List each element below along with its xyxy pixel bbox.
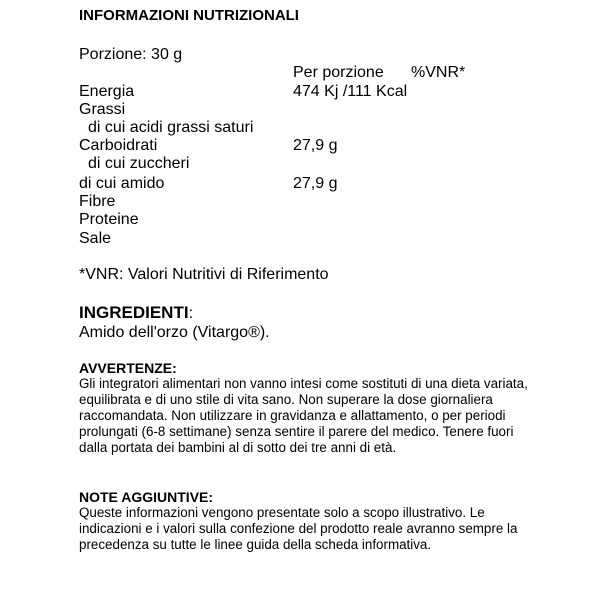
row-label-saturi: di cui acidi grassi saturi: [88, 119, 254, 136]
row-label-proteine: Proteine: [79, 211, 139, 228]
warnings-text: Gli integratori alimentari non vanno intesi come sostituti di una dieta variata, equilibrata e di uno stile di vita sano. Non superare la dose giornaliera raccomandata. Non utilizzare in gravidanza e allattamento, o per periodi prolungati (6-8 settimane) senza sentire il parere del medico. Tenere fuori dalla portata dei bambini al di sotto dei tre anni di età.: [79, 376, 528, 455]
row-label-zuccheri: di cui zuccheri: [88, 155, 190, 172]
portion-size: Porzione: 30 g: [79, 46, 183, 63]
notes-text: Queste informazioni vengono presentate solo a scopo illustrativo. Le indicazioni e i valori sulla confezione del prodotto reale avranno sempre la precedenza su tutte le linee guida della scheda informativa.: [79, 505, 518, 552]
ingredients-heading-line: [79, 304, 193, 323]
row-label-sale: Sale: [79, 230, 112, 247]
header-per-portion: Per porzione: [293, 64, 384, 81]
row-label-grassi: Grassi: [79, 101, 126, 118]
row-value-amido: 27,9 g: [293, 175, 338, 192]
row-label-fibre: Fibre: [79, 193, 116, 210]
row-value-carboidrati: 27,9 g: [293, 137, 338, 154]
vnr-footnote: *VNR: Valori Nutritivi di Riferimento: [79, 266, 329, 283]
header-vnr: %VNR*: [411, 64, 466, 81]
row-label-energia: Energia: [79, 83, 135, 100]
row-value-energia: 474 Kj /111 Kcal: [293, 83, 408, 100]
page-title: INFORMAZIONI NUTRIZIONALI: [79, 7, 299, 24]
ingredients-heading: INGREDIENTI: [79, 303, 189, 322]
ingredients-text: Amido dell'orzo (Vitargo®).: [79, 324, 270, 341]
row-label-amido: di cui amido: [79, 175, 165, 192]
row-label-carboidrati: Carboidrati: [79, 137, 158, 154]
notes-heading: NOTE AGGIUNTIVE:: [79, 489, 214, 505]
warnings-heading: AVVERTENZE:: [79, 360, 177, 376]
ingredients-colon: :: [188, 305, 194, 322]
